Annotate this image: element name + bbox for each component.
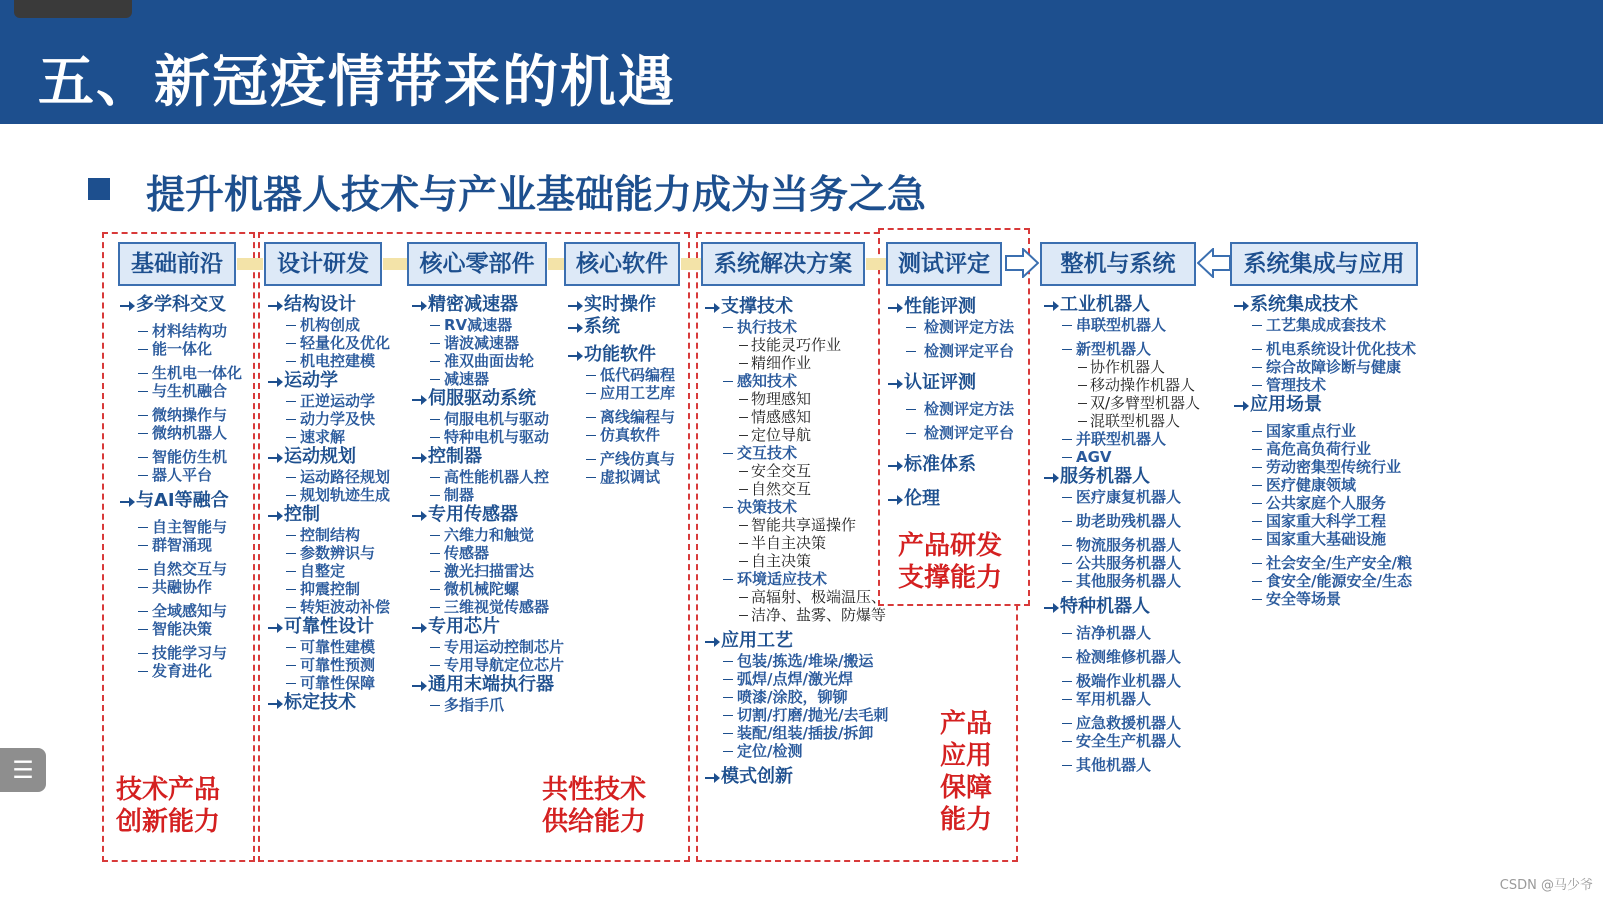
list-item: 抑震控制: [266, 580, 390, 598]
list-item: 移动操作机器人: [1042, 376, 1200, 394]
list-item: 串联型机器人: [1042, 316, 1200, 334]
list-item: 传感器: [410, 544, 564, 562]
list-item: 公共家庭个人服务: [1232, 494, 1416, 512]
list-item: 机电系统设计优化技术: [1232, 340, 1416, 358]
list-item: 生机电一体化: [118, 364, 242, 382]
list-item: 自主智能与: [118, 518, 242, 536]
col-core-software: [566, 294, 675, 486]
tag-line: 应用: [940, 741, 993, 771]
col-integration: [1232, 294, 1416, 608]
list-item: 低代码编程: [566, 366, 675, 384]
list-item: 功能软件: [566, 344, 675, 366]
tag-tech-product: [116, 774, 220, 838]
list-item: 军用机器人: [1042, 690, 1200, 708]
watermark-credit: CSDN @马少爷: [1499, 878, 1593, 893]
list-item: 工艺集成成套技术: [1232, 316, 1416, 334]
header-bar: [0, 0, 1603, 124]
arrow-right-icon: [1005, 248, 1039, 278]
col-core-parts: [410, 294, 564, 714]
list-item: 运动路径规划: [266, 468, 390, 486]
list-item: 运动规划: [266, 446, 390, 468]
list-item: 装配/组装/插拔/拆卸: [703, 724, 888, 742]
list-item: 应用场景: [1232, 394, 1416, 416]
list-item: 洁净、盐雾、防爆等: [703, 606, 888, 624]
list-item: 三维视觉传感器: [410, 598, 564, 616]
list-item: 物流服务机器人: [1042, 536, 1200, 554]
list-item: 包装/拣选/堆垛/搬运: [703, 652, 888, 670]
list-item: 与AI等融合: [118, 490, 242, 512]
list-item: 检测评定方法: [886, 400, 1014, 418]
list-item: 协作机器人: [1042, 358, 1200, 376]
list-item: 半自主决策: [703, 534, 888, 552]
list-item: 精密减速器: [410, 294, 564, 316]
list-item: 可靠性预测: [266, 656, 390, 674]
list-item: AGV: [1042, 448, 1200, 466]
list-item: 精细作业: [703, 354, 888, 372]
list-item: 高危高负荷行业: [1232, 440, 1416, 458]
list-item: 全域感知与: [118, 602, 242, 620]
list-item: 感知技术: [703, 372, 888, 390]
tag-line: 能力: [940, 805, 993, 835]
list-item: 实时操作: [566, 294, 675, 316]
list-item: 助老助残机器人: [1042, 512, 1200, 530]
col-design: [266, 294, 390, 714]
col-basic-frontier: [118, 294, 242, 680]
list-item: 可靠性保障: [266, 674, 390, 692]
list-item: 安全生产机器人: [1042, 732, 1200, 750]
list-item: RV减速器: [410, 316, 564, 334]
list-item: 伦理: [886, 488, 1014, 510]
connector: [548, 258, 564, 270]
list-item: 物理感知: [703, 390, 888, 408]
tag-application: [940, 708, 992, 836]
list-item: 自然交互: [703, 480, 888, 498]
list-item: 高性能机器人控: [410, 468, 564, 486]
list-item: 情感感知: [703, 408, 888, 426]
page-title: 五、新冠疫情带来的机遇: [38, 50, 676, 115]
list-item: 减速器: [410, 370, 564, 388]
window-tab[interactable]: [14, 0, 132, 18]
list-item: 正逆运动学: [266, 392, 390, 410]
list-item: 定位导航: [703, 426, 888, 444]
list-item: 并联型机器人: [1042, 430, 1200, 448]
list-item: 结构设计: [266, 294, 390, 316]
tag-line: 创新能力: [116, 807, 221, 837]
list-item: 标定技术: [266, 692, 390, 714]
list-item: 技能学习与: [118, 644, 242, 662]
list-item: 控制器: [410, 446, 564, 468]
connector: [681, 258, 701, 270]
connector: [383, 258, 407, 270]
list-item: 制器: [410, 486, 564, 504]
list-item: 混联型机器人: [1042, 412, 1200, 430]
list-item: 应用工艺库: [566, 384, 675, 402]
list-item: 材料结构功: [118, 322, 242, 340]
list-item: 环境适应技术: [703, 570, 888, 588]
list-item: 应用工艺: [703, 630, 888, 652]
col-machines: [1042, 294, 1200, 774]
list-item: 通用末端执行器: [410, 674, 564, 696]
list-item: 能一体化: [118, 340, 242, 358]
list-item: 可靠性建模: [266, 638, 390, 656]
list-item: 高辐射、极端温压、: [703, 588, 888, 606]
arrow-left-icon: [1197, 248, 1231, 278]
list-item: 食安全/能源安全/生态: [1232, 572, 1416, 590]
list-item: 可靠性设计: [266, 616, 390, 638]
list-item: 速求解: [266, 428, 390, 446]
col-solutions: [703, 296, 888, 788]
list-item: 社会安全/生产安全/粮: [1232, 554, 1416, 572]
list-item: 定位/检测: [703, 742, 888, 760]
list-item: 喷漆/涂胶，铆铆: [703, 688, 888, 706]
list-item: 运动学: [266, 370, 390, 392]
tag-line: 支撑能力: [898, 563, 1003, 593]
list-item: 专用运动控制芯片: [410, 638, 564, 656]
list-item: 专用传感器: [410, 504, 564, 526]
list-item: 多学科交叉: [118, 294, 242, 316]
list-item: 洁净机器人: [1042, 624, 1200, 642]
list-item: 控制: [266, 504, 390, 526]
list-item: 激光扫描雷达: [410, 562, 564, 580]
list-item: 自主决策: [703, 552, 888, 570]
list-item: 性能评测: [886, 296, 1014, 318]
list-item: 六维力和触觉: [410, 526, 564, 544]
list-item: 极端作业机器人: [1042, 672, 1200, 690]
tag-line: 产品研发: [898, 531, 1003, 561]
list-item: 检测评定平台: [886, 342, 1014, 360]
list-item: 其他机器人: [1042, 756, 1200, 774]
list-item: 谐波减速器: [410, 334, 564, 352]
list-item: 模式创新: [703, 766, 888, 788]
list-item: 虚拟调试: [566, 468, 675, 486]
list-item: 双/多臂型机器人: [1042, 394, 1200, 412]
list-item: 产线仿真与: [566, 450, 675, 468]
list-item: 特种机器人: [1042, 596, 1200, 618]
list-item: 切割/打磨/抛光/去毛刺: [703, 706, 888, 724]
list-item: 劳动密集型传统行业: [1232, 458, 1416, 476]
list-item: 医疗健康领域: [1232, 476, 1416, 494]
list-item: 安全交互: [703, 462, 888, 480]
connector: [866, 258, 886, 270]
list-item: 与生机融合: [118, 382, 242, 400]
list-item: 智能仿生机: [118, 448, 242, 466]
subtitle: 提升机器人技术与产业基础能力成为当务之急: [146, 173, 927, 218]
list-item: 转矩波动补偿: [266, 598, 390, 616]
list-item: 标准体系: [886, 454, 1014, 476]
list-item: 智能共享遥操作: [703, 516, 888, 534]
square-bullet-icon: [88, 178, 110, 200]
list-item-cont: 系统: [566, 316, 675, 338]
box-core-parts: 核心零部件: [407, 242, 547, 286]
list-item: 工业机器人: [1042, 294, 1200, 316]
list-item: 交互技术: [703, 444, 888, 462]
list-item: 器人平台: [118, 466, 242, 484]
list-item: 检测评定平台: [886, 424, 1014, 442]
box-testing: 测试评定: [886, 242, 1002, 286]
tag-common-tech: [542, 774, 646, 838]
list-item: 微纳机器人: [118, 424, 242, 442]
box-machines: 整机与系统: [1040, 242, 1196, 286]
box-design: 设计研发: [264, 242, 382, 286]
list-item: 机电控建模: [266, 352, 390, 370]
list-item: 控制结构: [266, 526, 390, 544]
list-item: 综合故障诊断与健康: [1232, 358, 1416, 376]
tag-line: 供给能力: [542, 807, 647, 837]
list-item: 支撑技术: [703, 296, 888, 318]
list-item: 机构创成: [266, 316, 390, 334]
list-item: 伺服电机与驱动: [410, 410, 564, 428]
box-solutions: 系统解决方案: [701, 242, 865, 286]
box-integration: 系统集成与应用: [1230, 242, 1418, 286]
list-item: 自然交互与: [118, 560, 242, 578]
box-core-software: 核心软件: [564, 242, 680, 286]
list-item: 管理技术: [1232, 376, 1416, 394]
list-item: 国家重点行业: [1232, 422, 1416, 440]
list-item: 新型机器人: [1042, 340, 1200, 358]
tag-line: 保障: [940, 773, 993, 803]
list-item: 微纳操作与: [118, 406, 242, 424]
tag-line: 技术产品: [116, 775, 221, 805]
list-item: 共融协作: [118, 578, 242, 596]
list-item: 检测维修机器人: [1042, 648, 1200, 666]
list-item: 群智涌现: [118, 536, 242, 554]
list-item: 参数辨识与: [266, 544, 390, 562]
menu-icon[interactable]: ☰: [0, 748, 46, 792]
list-item: 特种电机与驱动: [410, 428, 564, 446]
box-basic-frontier: 基础前沿: [118, 242, 236, 286]
list-item: 执行技术: [703, 318, 888, 336]
tag-line: 共性技术: [542, 775, 647, 805]
list-item: 系统集成技术: [1232, 294, 1416, 316]
tag-line: 产品: [940, 709, 993, 739]
list-item: 安全等场景: [1232, 590, 1416, 608]
list-item: 弧焊/点焊/激光焊: [703, 670, 888, 688]
list-item: 专用导航定位芯片: [410, 656, 564, 674]
list-item: 应急救援机器人: [1042, 714, 1200, 732]
list-item: 专用芯片: [410, 616, 564, 638]
list-item: 发育进化: [118, 662, 242, 680]
list-item: 公共服务机器人: [1042, 554, 1200, 572]
list-item: 国家重大科学工程: [1232, 512, 1416, 530]
list-item: 离线编程与: [566, 408, 675, 426]
list-item: 其他服务机器人: [1042, 572, 1200, 590]
list-item: 检测评定方法: [886, 318, 1014, 336]
col-testing: [886, 296, 1014, 510]
list-item: 决策技术: [703, 498, 888, 516]
list-item: 自整定: [266, 562, 390, 580]
list-item: 规划轨迹生成: [266, 486, 390, 504]
list-item: 国家重大基础设施: [1232, 530, 1416, 548]
list-item: 医疗康复机器人: [1042, 488, 1200, 506]
list-item: 技能灵巧作业: [703, 336, 888, 354]
list-item: 微机械陀螺: [410, 580, 564, 598]
list-item: 动力学及快: [266, 410, 390, 428]
list-item: 多指手爪: [410, 696, 564, 714]
list-item: 伺服驱动系统: [410, 388, 564, 410]
connector: [237, 258, 263, 270]
list-item: 轻量化及优化: [266, 334, 390, 352]
list-item: 智能决策: [118, 620, 242, 638]
list-item: 服务机器人: [1042, 466, 1200, 488]
list-item: 准双曲面齿轮: [410, 352, 564, 370]
list-item: 仿真软件: [566, 426, 675, 444]
list-item: 认证评测: [886, 372, 1014, 394]
tag-rd-support: [898, 530, 1002, 594]
